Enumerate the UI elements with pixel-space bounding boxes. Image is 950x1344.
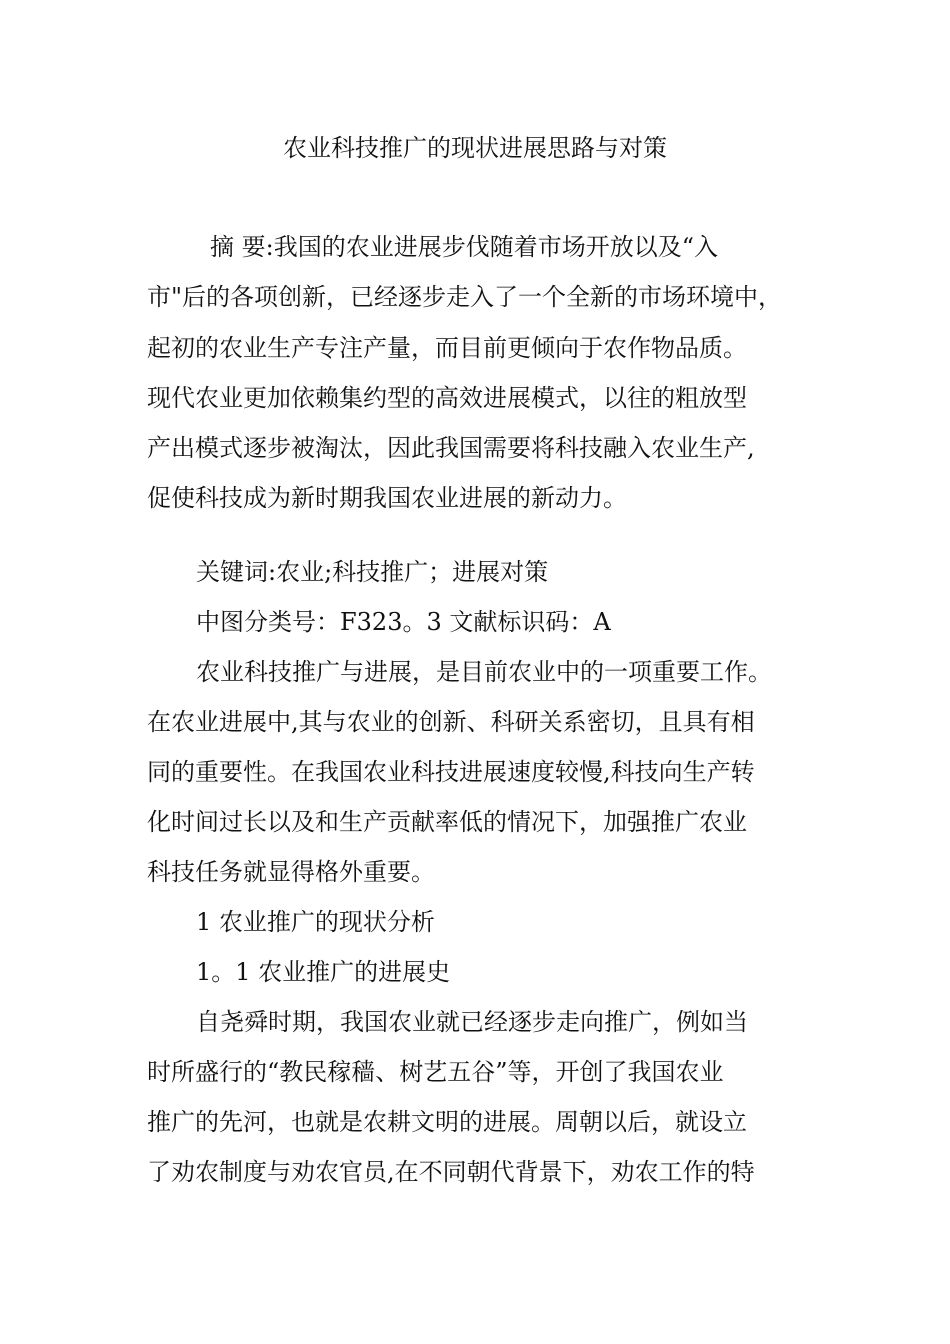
abstract-line: 起初的农业生产专注产量，而目前更倾向于农作物品质。 [147,334,747,362]
paragraph-line: 同的重要性。在我国农业科技进展速度较慢,科技向生产转 [147,758,755,786]
abstract-line: 摘 要:我国的农业进展步伐随着市场开放以及“入 [210,233,718,261]
paragraph-line: 在农业进展中,其与农业的创新、科研关系密切，且具有相 [147,708,755,736]
paragraph-line: 时所盛行的“教民稼穑、树艺五谷”等，开创了我国农业 [147,1058,724,1086]
abstract-line: 产出模式逐步被淘汰，因此我国需要将科技融入农业生产, [147,434,755,462]
paragraph-line: 农业科技推广与进展，是目前农业中的一项重要工作。 [196,658,772,686]
abstract-line: 现代农业更加依赖集约型的高效进展模式，以往的粗放型 [147,384,747,412]
document-title: 农业科技推广的现状进展思路与对策 [283,134,667,162]
paragraph-line: 化时间过长以及和生产贡献率低的情况下，加强推广农业 [147,808,747,836]
abstract-line: 促使科技成为新时期我国农业进展的新动力。 [147,484,627,512]
classification-number: 中图分类号：F323。3 文献标识码：A [196,608,611,636]
paragraph-line: 自尧舜时期，我国农业就已经逐步走向推广，例如当 [196,1008,748,1036]
paragraph-line: 科技任务就显得格外重要。 [147,858,435,886]
paragraph-line: 推广的先河，也就是农耕文明的进展。周朝以后，就设立 [147,1108,747,1136]
keywords: 关键词:农业;科技推广；进展对策 [196,558,549,586]
abstract-line: 市"后的各项创新，已经逐步走入了一个全新的市场环境中， [147,283,783,311]
subsection-heading: 1。1 农业推广的进展史 [196,958,451,986]
paragraph-line: 了劝农制度与劝农官员,在不同朝代背景下，劝农工作的特 [147,1158,755,1186]
section-heading: 1 农业推广的现状分析 [196,908,435,936]
